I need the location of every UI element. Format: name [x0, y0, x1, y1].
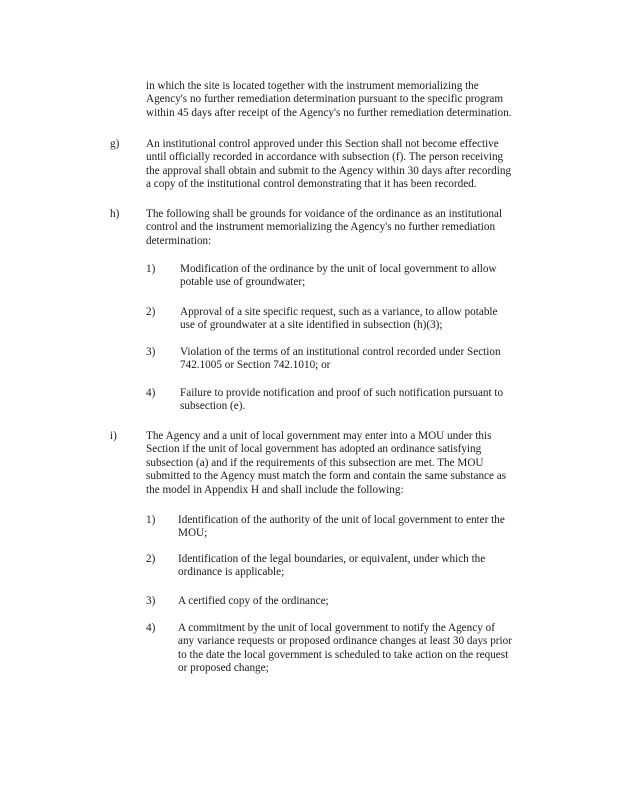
list-item-line: to the date the local government is scheduled to take action on the request: [178, 648, 509, 661]
section-h-line: The following shall be grounds for voidance of the ordinance as an institutional: [146, 208, 503, 220]
section-h-item-3-text: [180, 346, 501, 373]
section-g-line: until officially recorded in accordance with subsection (f). The person receiving: [146, 151, 504, 164]
section-h-label: h): [110, 208, 120, 220]
list-item-line: subsection (e).: [180, 400, 246, 413]
section-i-item-2-label: 2): [146, 553, 156, 565]
section-h-item-2-text: [180, 306, 497, 333]
section-i-line: Section if the unit of local government has adopted an ordinance satisfying: [146, 443, 482, 456]
list-item-line: Approval of a site specific request, such as a variance, to allow potable: [180, 306, 498, 318]
section-g-line: the approval shall obtain and submit to the Agency within 30 days after recording: [146, 164, 512, 177]
list-item-line: Failure to provide notification and proof of such notification pursuant to: [180, 387, 504, 399]
list-item-line: Violation of the terms of an institutional control recorded under Section: [180, 346, 501, 358]
list-item-line: potable use of groundwater;: [180, 276, 306, 289]
section-h-item-2-label: 2): [146, 306, 156, 318]
section-i-item-1-text: [178, 514, 505, 541]
list-item-line: 742.1005 or Section 742.1010; or: [180, 359, 331, 372]
section-i-item-2-text: [178, 553, 485, 580]
section-i-item-3-text: [178, 595, 329, 608]
section-i-line: submitted to the Agency must match the form and contain the same substance as: [146, 470, 507, 483]
section-i-line: subsection (a) and if the requirements of this subsection are met. The MOU: [146, 456, 484, 469]
section-g-line: An institutional control approved under this Section shall not become effective: [146, 138, 499, 150]
section-i-label: i): [110, 430, 117, 442]
list-item-line: or proposed change;: [178, 662, 269, 675]
intro-line: Agency's no further remediation determination pursuant to the specific program: [146, 93, 504, 106]
section-h-text: [146, 208, 502, 248]
list-item-line: A commitment by the unit of local government to notify the Agency of: [178, 622, 495, 634]
list-item-line: Identification of the legal boundaries, or equivalent, under which the: [178, 553, 486, 565]
section-i-item-4-text: [178, 622, 512, 676]
section-h-line: determination:: [146, 234, 212, 247]
section-h-line: control and the instrument memorializing the Agency's no further remediation: [146, 221, 496, 234]
section-g-text: [146, 138, 511, 192]
list-item-line: Identification of the authority of the unit of local government to enter the: [178, 514, 505, 526]
list-item-line: any variance requests or proposed ordinance changes at least 30 days prior: [178, 635, 512, 648]
section-g-label: g): [110, 138, 120, 150]
section-h-item-3-label: 3): [146, 346, 156, 358]
intro-paragraph: [146, 80, 516, 120]
section-i-line: The Agency and a unit of local government may enter into a MOU under this: [146, 430, 492, 442]
section-i-text: [146, 430, 506, 497]
section-i-item-3-label: 3): [146, 595, 156, 607]
section-h-item-1-label: 1): [146, 263, 156, 275]
section-i-item-1-label: 1): [146, 514, 156, 526]
intro-line: in which the site is located together with the instrument memorializing the: [146, 80, 479, 92]
intro-line: within 45 days after receipt of the Agency's no further remediation determination.: [146, 106, 512, 119]
section-h-item-4-text: [180, 387, 503, 414]
section-h-item-1-text: [180, 263, 497, 290]
list-item-line: ordinance is applicable;: [178, 566, 285, 579]
list-item-line: MOU;: [178, 527, 208, 540]
list-item-line: Modification of the ordinance by the unit of local government to allow: [180, 263, 497, 275]
section-g-line: a copy of the institutional control demonstrating that it has been recorded.: [146, 178, 477, 191]
list-item-line: A certified copy of the ordinance;: [178, 595, 329, 607]
section-i-line: the model in Appendix H and shall include the following:: [146, 483, 404, 496]
section-i-item-4-label: 4): [146, 622, 156, 634]
list-item-line: use of groundwater at a site identified in subsection (h)(3);: [180, 319, 443, 332]
section-h-item-4-label: 4): [146, 387, 156, 399]
